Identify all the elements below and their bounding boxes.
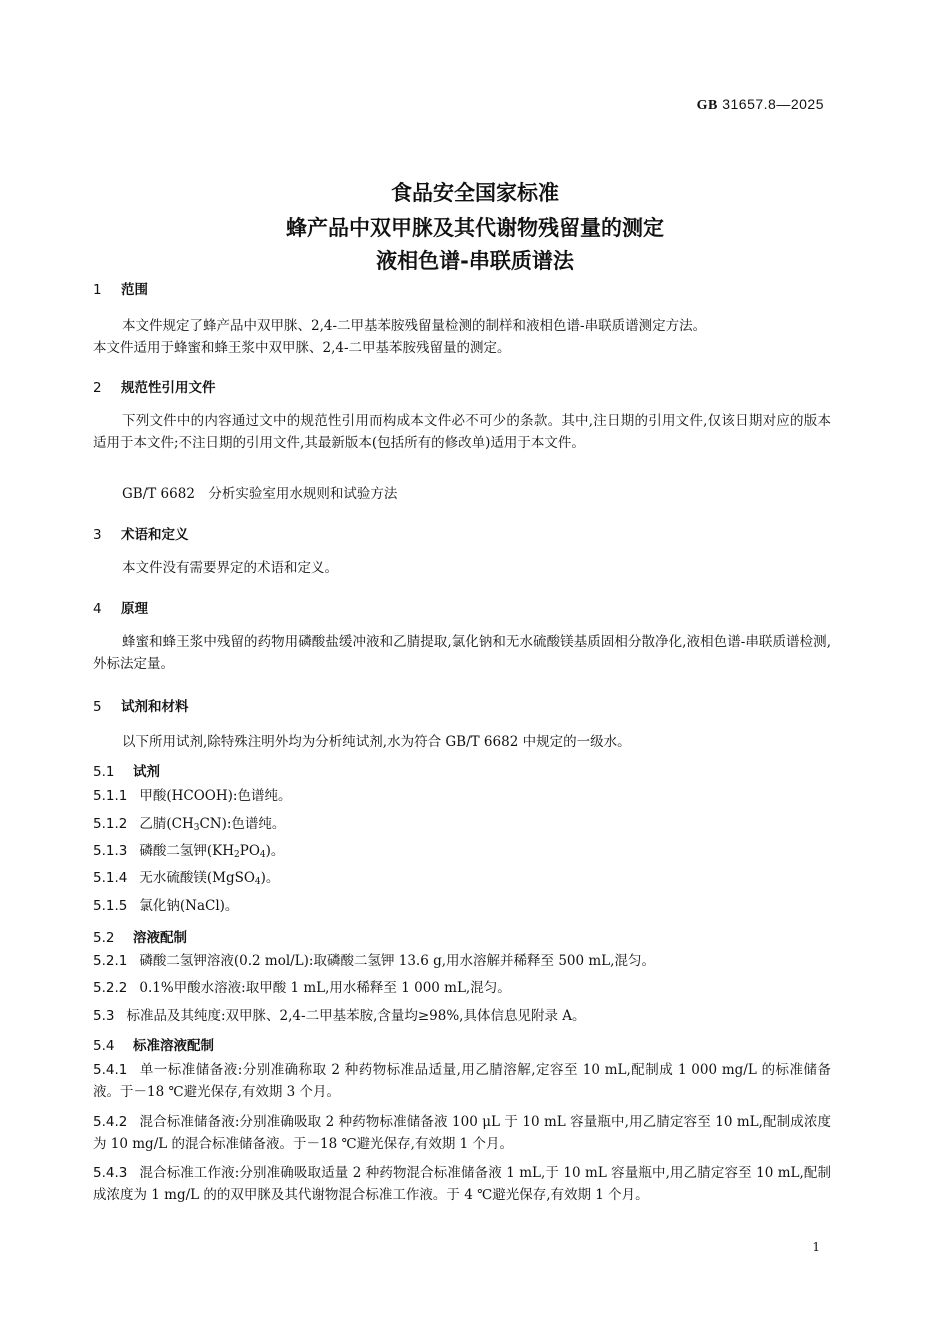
subsection-title: 试剂 bbox=[133, 764, 160, 780]
item-5-1-2 bbox=[93, 813, 831, 839]
item-text: 磷酸二氢钾溶液(0.2 mol/L):取磷酸二氢钾 13.6 g,用水溶解并稀释至 500 mL,混匀。 bbox=[139, 953, 655, 969]
item-5-2-1 bbox=[93, 950, 831, 972]
item-number: 5.2.2 bbox=[93, 980, 128, 996]
subscript: 4 bbox=[254, 877, 261, 887]
section-title: 范围 bbox=[121, 282, 148, 298]
item-number: 5.1.3 bbox=[93, 843, 128, 859]
item-5-2-2 bbox=[93, 977, 831, 999]
item-number: 5.4.2 bbox=[93, 1114, 128, 1130]
title-line-3: 液相色谱-串联质谱法 bbox=[376, 249, 574, 273]
item-text: 混合标准储备液:分别准确吸取 2 种药物标准储备液 100 μL 于 10 mL 容量瓶中,用乙腈定容至 10 mL,配制成浓度为 10 mg/L 的混合标准储备液。于－18 ℃避光保存,有效期 1 个月。 bbox=[93, 1114, 831, 1152]
section-1-heading bbox=[93, 278, 148, 298]
section-title: 试剂和材料 bbox=[121, 699, 189, 715]
item-text: PO bbox=[239, 843, 260, 859]
item-5-4-1 bbox=[93, 1059, 831, 1103]
section-1-paragraph-1: 本文件规定了蜂产品中双甲脒、2,4-二甲基苯胺残留量检测的制样和液相色谱-串联质谱测定方法。 bbox=[122, 318, 707, 334]
subsection-number: 5.2 bbox=[93, 930, 115, 946]
subsection-title: 溶液配制 bbox=[133, 930, 187, 946]
item-text: )。 bbox=[265, 843, 285, 859]
item-number: 5.1.1 bbox=[93, 788, 128, 804]
item-number: 5.1.4 bbox=[93, 870, 128, 886]
item-text: 标准品及其纯度:双甲脒、2,4-二甲基苯胺,含量均≥98%,具体信息见附录 A。 bbox=[126, 1008, 586, 1024]
section-3-heading bbox=[93, 523, 189, 543]
item-text: 混合标准工作液:分别准确吸取适量 2 种药物混合标准储备液 1 mL,于 10 mL 容量瓶中,用乙腈定容至 10 mL,配制成浓度为 1 mg/L 的的双甲脒及其代谢物混合标准工作液。于 4 ℃避光保存,有效期 1 个月。 bbox=[93, 1165, 831, 1203]
section-title: 术语和定义 bbox=[121, 527, 189, 543]
item-number: 5.2.1 bbox=[93, 953, 128, 969]
subscript: 4 bbox=[259, 850, 266, 860]
section-number: 2 bbox=[93, 380, 102, 396]
section-number: 3 bbox=[93, 527, 102, 543]
item-text: 无水硫酸镁(MgSO bbox=[139, 870, 255, 886]
section-number: 5 bbox=[93, 699, 102, 715]
standard-prefix: GB bbox=[696, 98, 718, 113]
subsection-5-2-heading bbox=[93, 926, 187, 946]
item-text: CN):色谱纯。 bbox=[199, 816, 286, 832]
section-number: 1 bbox=[93, 282, 102, 298]
item-number: 5.3 bbox=[93, 1008, 115, 1024]
item-text: 氯化钠(NaCl)。 bbox=[139, 898, 239, 914]
item-5-1-5 bbox=[93, 895, 831, 917]
section-5-heading bbox=[93, 695, 189, 715]
subsection-5-1-heading bbox=[93, 760, 160, 780]
item-text: 磷酸二氢钾(KH bbox=[139, 843, 234, 859]
subscript: 2 bbox=[234, 850, 240, 860]
normative-reference: GB/T 6682 分析实验室用水规则和试验方法 bbox=[122, 486, 398, 502]
section-number: 4 bbox=[93, 601, 102, 617]
section-1-paragraph-2: 本文件适用于蜂蜜和蜂王浆中双甲脒、2,4-二甲基苯胺残留量的测定。 bbox=[93, 340, 511, 356]
section-5-paragraph: 以下所用试剂,除特殊注明外均为分析纯试剂,水为符合 GB/T 6682 中规定的一级水。 bbox=[122, 734, 631, 750]
section-2-heading bbox=[93, 376, 216, 396]
item-number: 5.4.3 bbox=[93, 1165, 128, 1181]
section-2-paragraph: 下列文件中的内容通过文中的规范性引用而构成本文件必不可少的条款。其中,注日期的引用文件,仅该日期对应的版本适用于本文件;不注日期的引用文件,其最新版本(包括所有的修改单)适用于本文件。 bbox=[93, 413, 831, 451]
item-5-1-4 bbox=[93, 867, 831, 893]
item-5-3 bbox=[93, 1005, 831, 1027]
item-text: 甲酸(HCOOH):色谱纯。 bbox=[139, 788, 292, 804]
standard-code: 31657.8—2025 bbox=[722, 96, 824, 112]
item-number: 5.1.2 bbox=[93, 816, 128, 832]
section-3-paragraph: 本文件没有需要界定的术语和定义。 bbox=[122, 560, 338, 576]
subsection-title: 标准溶液配制 bbox=[133, 1038, 214, 1054]
section-title: 规范性引用文件 bbox=[121, 380, 216, 396]
subscript: 3 bbox=[193, 823, 200, 833]
section-4-heading bbox=[93, 597, 148, 617]
item-text: )。 bbox=[260, 870, 280, 886]
item-5-1-1 bbox=[93, 785, 831, 807]
subsection-5-4-heading bbox=[93, 1034, 214, 1054]
item-number: 5.4.1 bbox=[93, 1062, 128, 1078]
section-4-paragraph: 蜂蜜和蜂王浆中残留的药物用磷酸盐缓冲液和乙腈提取,氯化钠和无水硫酸镁基质固相分散净化,液相色谱-串联质谱检测,外标法定量。 bbox=[93, 634, 831, 672]
title-line-2: 蜂产品中双甲脒及其代谢物残留量的测定 bbox=[286, 216, 664, 240]
subsection-number: 5.4 bbox=[93, 1038, 115, 1054]
standard-number bbox=[697, 96, 824, 114]
page-number: 1 bbox=[812, 1240, 820, 1254]
item-5-4-3 bbox=[93, 1162, 831, 1206]
item-text: 单一标准储备液:分别准确称取 2 种药物标准品适量,用乙腈溶解,定容至 10 mL,配制成 1 000 mg/L 的标准储备液。于－18 ℃避光保存,有效期 3 个月。 bbox=[93, 1062, 831, 1100]
subsection-number: 5.1 bbox=[93, 764, 115, 780]
item-number: 5.1.5 bbox=[93, 898, 128, 914]
item-text: 乙腈(CH bbox=[139, 816, 194, 832]
item-text: 0.1%甲酸水溶液:取甲酸 1 mL,用水稀释至 1 000 mL,混匀。 bbox=[139, 980, 511, 996]
item-5-1-3 bbox=[93, 840, 831, 866]
section-title: 原理 bbox=[121, 601, 148, 617]
item-5-4-2 bbox=[93, 1111, 831, 1155]
title-line-1: 食品安全国家标准 bbox=[391, 181, 559, 205]
